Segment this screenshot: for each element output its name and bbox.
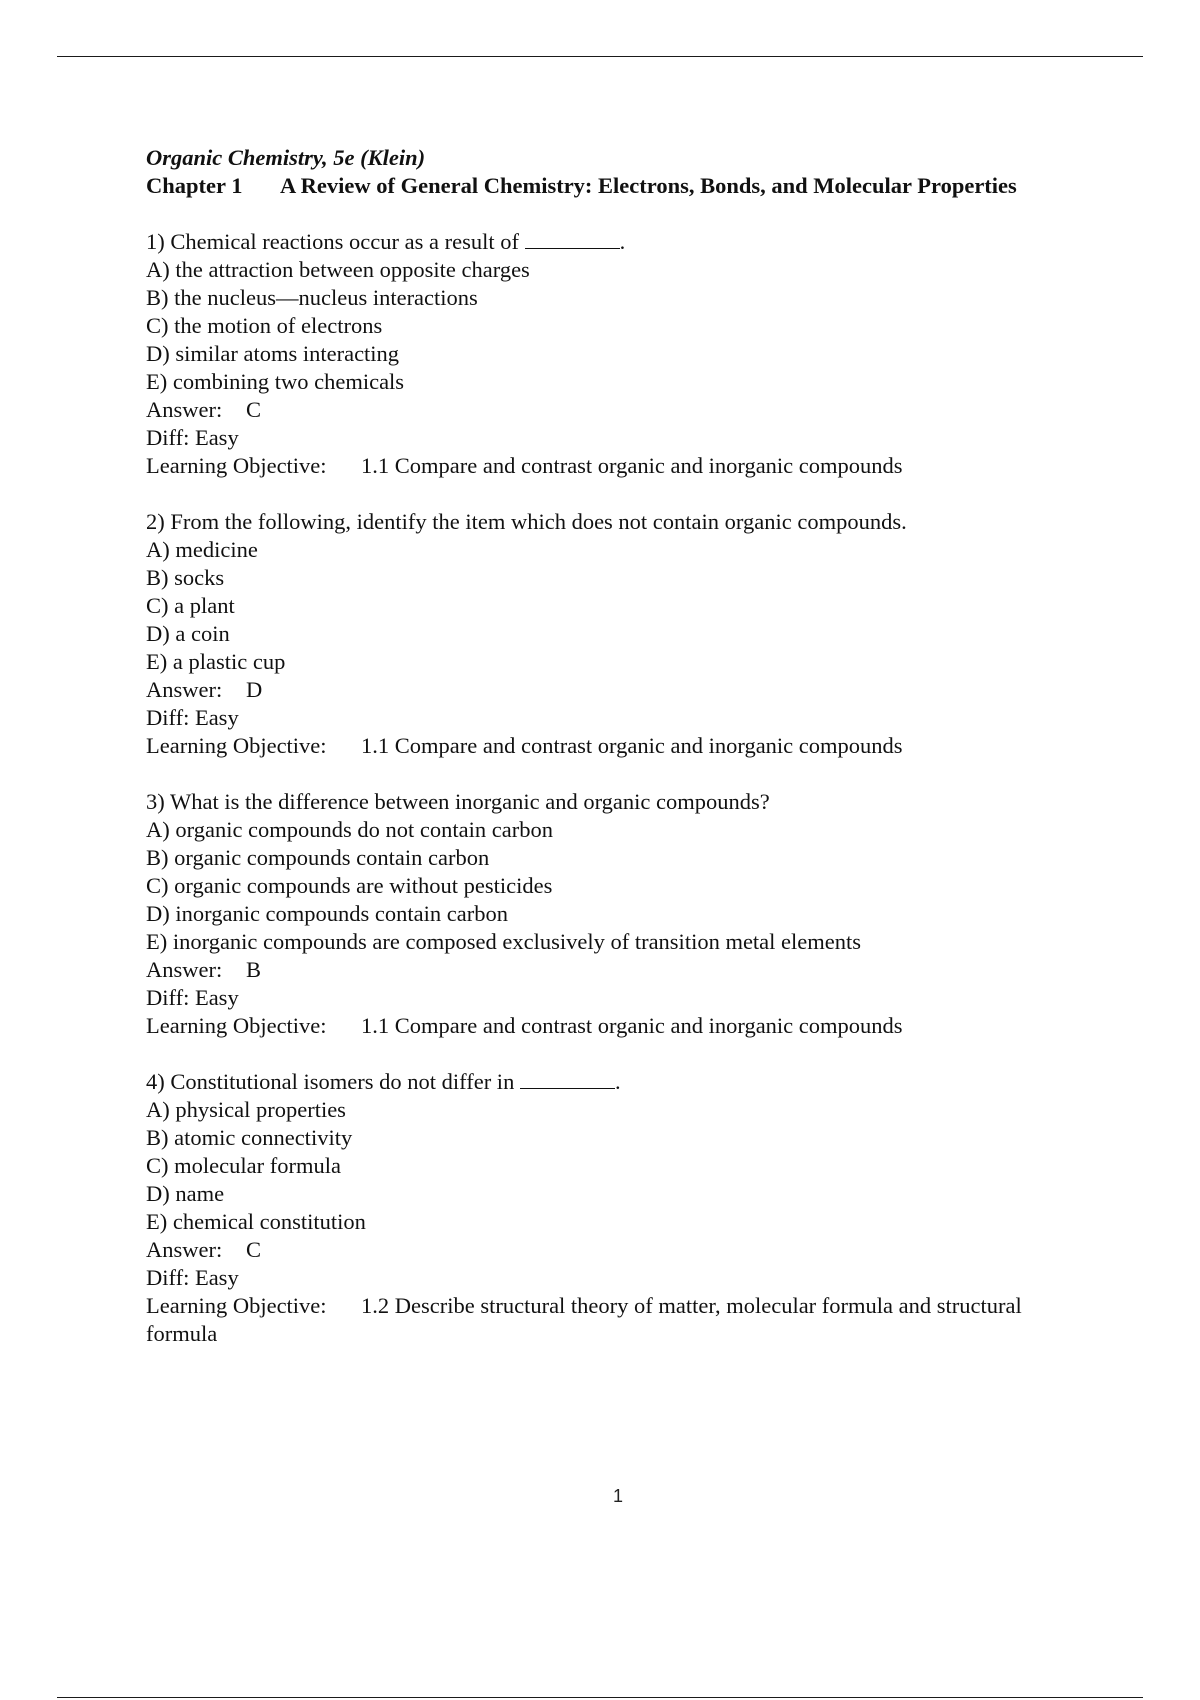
question-1 <box>146 228 1086 480</box>
question-punct: . <box>619 229 626 254</box>
difficulty: Diff: Easy <box>146 1265 239 1290</box>
option-e: E) combining two chemicals <box>146 369 405 394</box>
learning-objective <box>146 732 1086 760</box>
document-body <box>146 144 1086 1348</box>
question-number: 3) <box>146 789 165 814</box>
question-number: 2) <box>146 509 165 534</box>
lo-text: 1.2 Describe structural theory of matter, molecular formula and structural <box>361 1293 1022 1318</box>
option-d: D) inorganic compounds contain carbon <box>146 901 508 926</box>
question-4 <box>146 1068 1086 1348</box>
lo-label: Learning Objective: <box>146 1013 327 1038</box>
option-c: C) the motion of electrons <box>146 313 383 338</box>
option-c: C) organic compounds are without pesticides <box>146 873 553 898</box>
book-title: Organic Chemistry, 5e (Klein) <box>146 145 426 170</box>
chapter-title: A Review of General Chemistry: Electrons, Bonds, and Molecular Properties <box>280 173 1017 198</box>
answer-value: C <box>246 1237 262 1262</box>
question-stem <box>146 788 1086 816</box>
difficulty: Diff: Easy <box>146 425 239 450</box>
option-b: B) the nucleus—nucleus interactions <box>146 285 478 310</box>
question-number: 1) <box>146 229 165 254</box>
answer-label: Answer: <box>146 677 223 702</box>
question-text: Constitutional isomers do not differ in <box>170 1069 515 1094</box>
lo-label: Learning Objective: <box>146 733 327 758</box>
question-number: 4) <box>146 1069 165 1094</box>
answer-line <box>146 956 1086 984</box>
answer-label: Answer: <box>146 957 223 982</box>
lo-text: 1.1 Compare and contrast organic and inorganic compounds <box>361 1013 903 1038</box>
answer-value: C <box>246 397 262 422</box>
answer-value: D <box>246 677 263 702</box>
option-a: A) physical properties <box>146 1097 346 1122</box>
question-text: What is the difference between inorganic and organic compounds? <box>169 789 770 814</box>
learning-objective <box>146 1012 1086 1040</box>
bottom-rule <box>57 1697 1143 1698</box>
option-e: E) chemical constitution <box>146 1209 366 1234</box>
question-stem <box>146 228 1086 256</box>
question-stem <box>146 508 1086 536</box>
answer-value: B <box>246 957 262 982</box>
question-text: Chemical reactions occur as a result of <box>170 229 519 254</box>
chapter-heading <box>146 172 1086 200</box>
learning-objective <box>146 452 1086 480</box>
difficulty: Diff: Easy <box>146 985 239 1010</box>
option-a: A) organic compounds do not contain carbon <box>146 817 553 842</box>
option-a: A) medicine <box>146 537 258 562</box>
option-b: B) atomic connectivity <box>146 1125 353 1150</box>
lo-label: Learning Objective: <box>146 453 327 478</box>
option-a: A) the attraction between opposite charges <box>146 257 530 282</box>
answer-line <box>146 1236 1086 1264</box>
question-2 <box>146 508 1086 760</box>
answer-label: Answer: <box>146 1237 223 1262</box>
lo-text: 1.1 Compare and contrast organic and inorganic compounds <box>361 453 903 478</box>
top-rule <box>57 56 1143 57</box>
answer-line <box>146 676 1086 704</box>
option-d: D) similar atoms interacting <box>146 341 400 366</box>
difficulty: Diff: Easy <box>146 705 239 730</box>
question-stem <box>146 1068 1086 1096</box>
option-d: D) a coin <box>146 621 230 646</box>
question-punct: . <box>614 1069 621 1094</box>
lo-text: 1.1 Compare and contrast organic and inorganic compounds <box>361 733 903 758</box>
question-text: From the following, identify the item which does not contain organic compounds. <box>170 509 907 534</box>
answer-line <box>146 396 1086 424</box>
option-d: D) name <box>146 1181 225 1206</box>
fill-in-blank <box>520 1068 615 1089</box>
lo-label: Learning Objective: <box>146 1293 327 1318</box>
page-number: 1 <box>612 1486 623 1506</box>
chapter-label: Chapter 1 <box>146 173 243 198</box>
option-c: C) molecular formula <box>146 1153 341 1178</box>
learning-objective <box>146 1292 1086 1320</box>
answer-label: Answer: <box>146 397 223 422</box>
option-e: E) inorganic compounds are composed exclusively of transition metal elements <box>146 929 862 954</box>
option-c: C) a plant <box>146 593 235 618</box>
fill-in-blank <box>525 228 620 249</box>
option-e: E) a plastic cup <box>146 649 286 674</box>
question-3 <box>146 788 1086 1040</box>
learning-objective-continued: formula <box>146 1321 218 1346</box>
option-b: B) organic compounds contain carbon <box>146 845 490 870</box>
option-b: B) socks <box>146 565 225 590</box>
